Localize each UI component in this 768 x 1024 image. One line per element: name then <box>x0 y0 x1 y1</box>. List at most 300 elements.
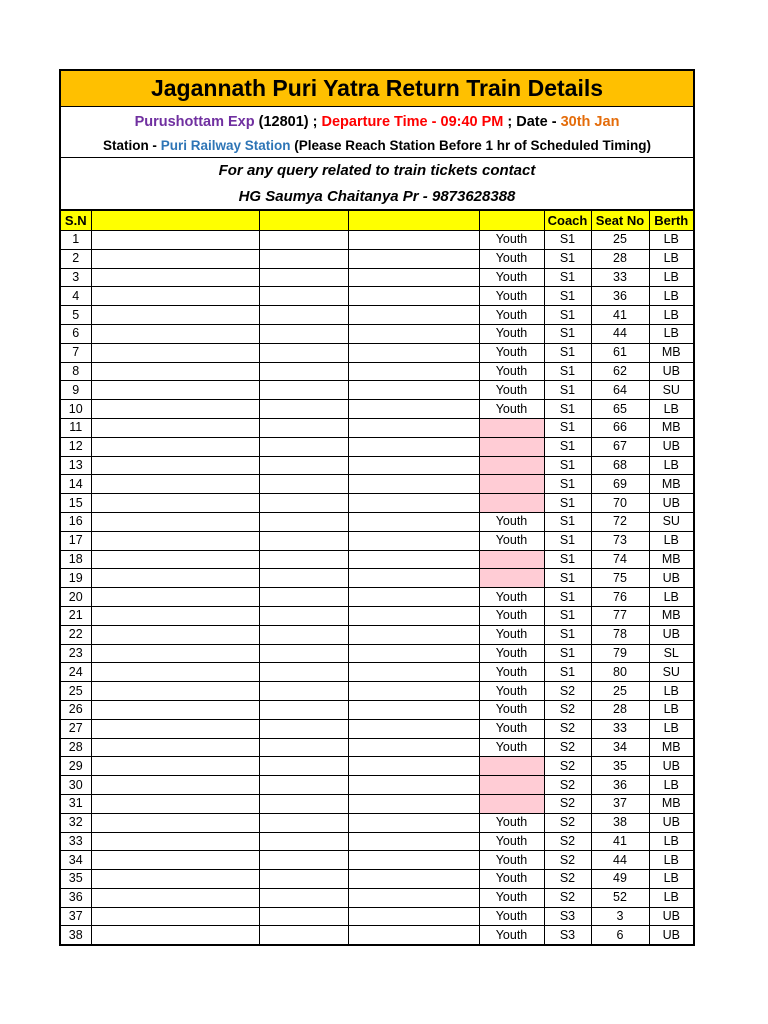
row-berth: LB <box>649 888 693 907</box>
row-blank-cell <box>348 700 479 719</box>
row-blank-cell <box>259 306 348 325</box>
table-row <box>61 851 693 870</box>
row-category: Youth <box>479 249 544 268</box>
train-number: (12801) ; <box>254 113 322 130</box>
table-row <box>61 343 693 362</box>
table-row <box>61 794 693 813</box>
row-berth: UB <box>649 625 693 644</box>
row-blank-cell <box>348 851 479 870</box>
row-sn: 29 <box>61 757 91 776</box>
date-label: Date - <box>516 113 561 130</box>
row-name-cell <box>91 926 259 944</box>
contact-line-2: HG Saumya Chaitanya Pr - 9873628388 <box>61 183 693 210</box>
row-berth: LB <box>649 851 693 870</box>
row-blank-cell <box>348 682 479 701</box>
row-category: Youth <box>479 700 544 719</box>
row-coach: S1 <box>544 268 591 287</box>
row-coach: S2 <box>544 813 591 832</box>
row-sn: 37 <box>61 907 91 926</box>
table-row <box>61 682 693 701</box>
table-row <box>61 418 693 437</box>
row-sn: 5 <box>61 306 91 325</box>
row-category: Youth <box>479 926 544 944</box>
row-sn: 35 <box>61 870 91 889</box>
row-berth: SU <box>649 381 693 400</box>
header-blank <box>348 211 479 231</box>
row-seat-no: 68 <box>591 456 649 475</box>
row-blank-cell <box>348 588 479 607</box>
row-sn: 14 <box>61 475 91 494</box>
header-blank <box>259 211 348 231</box>
row-berth: UB <box>649 569 693 588</box>
row-name-cell <box>91 400 259 419</box>
row-coach: S3 <box>544 907 591 926</box>
row-coach: S2 <box>544 719 591 738</box>
row-category: Youth <box>479 851 544 870</box>
row-seat-no: 44 <box>591 324 649 343</box>
row-berth: LB <box>649 700 693 719</box>
table-row <box>61 738 693 757</box>
table-row <box>61 813 693 832</box>
row-category: Youth <box>479 512 544 531</box>
row-berth: MB <box>649 794 693 813</box>
train-name: Purushottam Exp <box>134 113 255 130</box>
row-blank-cell <box>348 606 479 625</box>
row-seat-no: 80 <box>591 663 649 682</box>
row-blank-cell <box>259 776 348 795</box>
row-berth: SU <box>649 512 693 531</box>
row-sn: 27 <box>61 719 91 738</box>
row-berth: MB <box>649 550 693 569</box>
row-name-cell <box>91 531 259 550</box>
row-blank-cell <box>259 606 348 625</box>
row-berth: UB <box>649 494 693 513</box>
row-seat-no: 28 <box>591 700 649 719</box>
table-row <box>61 888 693 907</box>
row-seat-no: 41 <box>591 306 649 325</box>
row-name-cell <box>91 776 259 795</box>
seat-table <box>61 210 693 944</box>
row-blank-cell <box>259 231 348 250</box>
row-coach: S2 <box>544 851 591 870</box>
row-name-cell <box>91 437 259 456</box>
row-blank-cell <box>259 926 348 944</box>
row-blank-cell <box>348 625 479 644</box>
row-sn: 25 <box>61 682 91 701</box>
row-category: Youth <box>479 813 544 832</box>
row-blank-cell <box>348 550 479 569</box>
table-row <box>61 588 693 607</box>
row-category: Youth <box>479 738 544 757</box>
row-category: Youth <box>479 306 544 325</box>
row-seat-no: 3 <box>591 907 649 926</box>
row-blank-cell <box>259 400 348 419</box>
row-blank-cell <box>348 324 479 343</box>
row-name-cell <box>91 738 259 757</box>
table-row <box>61 832 693 851</box>
row-berth: MB <box>649 475 693 494</box>
row-blank-cell <box>259 249 348 268</box>
header-coach: Coach <box>544 211 591 231</box>
row-berth: UB <box>649 813 693 832</box>
row-category: Youth <box>479 888 544 907</box>
row-seat-no: 25 <box>591 231 649 250</box>
table-row <box>61 663 693 682</box>
row-berth: LB <box>649 531 693 550</box>
row-blank-cell <box>259 343 348 362</box>
row-name-cell <box>91 813 259 832</box>
row-seat-no: 36 <box>591 776 649 795</box>
row-seat-no: 33 <box>591 719 649 738</box>
row-seat-no: 74 <box>591 550 649 569</box>
row-blank-cell <box>259 719 348 738</box>
row-name-cell <box>91 794 259 813</box>
row-name-cell <box>91 907 259 926</box>
row-blank-cell <box>348 456 479 475</box>
row-category: Youth <box>479 400 544 419</box>
row-blank-cell <box>348 418 479 437</box>
table-row <box>61 606 693 625</box>
row-coach: S1 <box>544 381 591 400</box>
row-coach: S1 <box>544 663 591 682</box>
row-blank-cell <box>348 644 479 663</box>
row-name-cell <box>91 362 259 381</box>
row-category: Youth <box>479 719 544 738</box>
row-berth: UB <box>649 926 693 944</box>
row-berth: UB <box>649 437 693 456</box>
row-name-cell <box>91 231 259 250</box>
row-seat-no: 75 <box>591 569 649 588</box>
row-sn: 22 <box>61 625 91 644</box>
row-sn: 12 <box>61 437 91 456</box>
row-blank-cell <box>259 870 348 889</box>
row-coach: S1 <box>544 249 591 268</box>
row-berth: LB <box>649 306 693 325</box>
table-row <box>61 287 693 306</box>
row-blank-cell <box>259 268 348 287</box>
sheet-title: Jagannath Puri Yatra Return Train Details <box>61 71 693 107</box>
row-seat-no: 28 <box>591 249 649 268</box>
row-name-cell <box>91 287 259 306</box>
row-blank-cell <box>348 249 479 268</box>
row-blank-cell <box>348 381 479 400</box>
row-sn: 20 <box>61 588 91 607</box>
row-blank-cell <box>348 794 479 813</box>
row-berth: UB <box>649 362 693 381</box>
row-name-cell <box>91 663 259 682</box>
row-category: Youth <box>479 588 544 607</box>
table-row <box>61 700 693 719</box>
row-sn: 2 <box>61 249 91 268</box>
row-coach: S1 <box>544 569 591 588</box>
table-row <box>61 512 693 531</box>
station-value: Puri Railway Station <box>160 138 291 153</box>
row-category <box>479 475 544 494</box>
row-seat-no: 34 <box>591 738 649 757</box>
row-coach: S1 <box>544 418 591 437</box>
row-seat-no: 73 <box>591 531 649 550</box>
row-coach: S1 <box>544 606 591 625</box>
row-name-cell <box>91 343 259 362</box>
row-coach: S1 <box>544 531 591 550</box>
row-seat-no: 49 <box>591 870 649 889</box>
row-sn: 7 <box>61 343 91 362</box>
row-berth: LB <box>649 268 693 287</box>
row-blank-cell <box>348 926 479 944</box>
table-row <box>61 456 693 475</box>
table-row <box>61 550 693 569</box>
row-name-cell <box>91 512 259 531</box>
station-note: (Please Reach Station Before 1 hr of Scheduled Timing) <box>290 138 652 153</box>
row-blank-cell <box>348 663 479 682</box>
row-coach: S1 <box>544 287 591 306</box>
row-sn: 31 <box>61 794 91 813</box>
row-seat-no: 52 <box>591 888 649 907</box>
table-row <box>61 381 693 400</box>
row-sn: 18 <box>61 550 91 569</box>
row-category <box>479 794 544 813</box>
row-blank-cell <box>348 287 479 306</box>
row-blank-cell <box>348 776 479 795</box>
row-seat-no: 62 <box>591 362 649 381</box>
row-sn: 23 <box>61 644 91 663</box>
row-sn: 38 <box>61 926 91 944</box>
row-sn: 10 <box>61 400 91 419</box>
row-name-cell <box>91 625 259 644</box>
row-sn: 19 <box>61 569 91 588</box>
row-blank-cell <box>259 794 348 813</box>
table-row <box>61 400 693 419</box>
row-sn: 4 <box>61 287 91 306</box>
table-row <box>61 475 693 494</box>
table-row <box>61 268 693 287</box>
row-blank-cell <box>348 813 479 832</box>
separator: ; <box>503 113 517 130</box>
row-blank-cell <box>259 682 348 701</box>
row-coach: S1 <box>544 494 591 513</box>
row-berth: SU <box>649 663 693 682</box>
row-coach: S2 <box>544 757 591 776</box>
row-name-cell <box>91 418 259 437</box>
row-category <box>479 437 544 456</box>
table-row <box>61 907 693 926</box>
row-berth: MB <box>649 606 693 625</box>
table-row <box>61 776 693 795</box>
row-blank-cell <box>259 644 348 663</box>
row-blank-cell <box>348 832 479 851</box>
row-category <box>479 550 544 569</box>
row-name-cell <box>91 456 259 475</box>
row-category: Youth <box>479 832 544 851</box>
table-row <box>61 437 693 456</box>
row-sn: 6 <box>61 324 91 343</box>
row-name-cell <box>91 588 259 607</box>
row-name-cell <box>91 870 259 889</box>
row-berth: LB <box>649 324 693 343</box>
row-coach: S1 <box>544 512 591 531</box>
row-coach: S1 <box>544 437 591 456</box>
row-name-cell <box>91 700 259 719</box>
row-coach: S1 <box>544 588 591 607</box>
row-category: Youth <box>479 343 544 362</box>
row-coach: S2 <box>544 870 591 889</box>
row-seat-no: 69 <box>591 475 649 494</box>
table-row <box>61 757 693 776</box>
row-blank-cell <box>259 324 348 343</box>
train-details-sheet <box>59 69 695 946</box>
station-label: Station - <box>102 138 161 153</box>
row-seat-no: 70 <box>591 494 649 513</box>
row-seat-no: 25 <box>591 682 649 701</box>
row-blank-cell <box>259 550 348 569</box>
row-name-cell <box>91 550 259 569</box>
row-category <box>479 494 544 513</box>
row-name-cell <box>91 832 259 851</box>
table-header-row <box>61 211 693 231</box>
row-berth: MB <box>649 738 693 757</box>
row-seat-no: 78 <box>591 625 649 644</box>
row-category: Youth <box>479 531 544 550</box>
row-name-cell <box>91 268 259 287</box>
row-blank-cell <box>259 287 348 306</box>
row-seat-no: 37 <box>591 794 649 813</box>
table-row <box>61 926 693 944</box>
row-blank-cell <box>259 700 348 719</box>
table-row <box>61 870 693 889</box>
date-value: 30th Jan <box>560 113 620 130</box>
table-row <box>61 306 693 325</box>
row-berth: LB <box>649 456 693 475</box>
row-seat-no: 33 <box>591 268 649 287</box>
row-name-cell <box>91 757 259 776</box>
row-name-cell <box>91 306 259 325</box>
row-blank-cell <box>259 456 348 475</box>
row-blank-cell <box>259 907 348 926</box>
row-berth: LB <box>649 719 693 738</box>
row-category: Youth <box>479 362 544 381</box>
row-blank-cell <box>259 362 348 381</box>
row-sn: 9 <box>61 381 91 400</box>
row-seat-no: 36 <box>591 287 649 306</box>
row-coach: S1 <box>544 625 591 644</box>
row-seat-no: 41 <box>591 832 649 851</box>
row-blank-cell <box>348 531 479 550</box>
row-name-cell <box>91 719 259 738</box>
table-row <box>61 625 693 644</box>
row-coach: S3 <box>544 926 591 944</box>
table-row <box>61 644 693 663</box>
row-berth: LB <box>649 231 693 250</box>
row-sn: 33 <box>61 832 91 851</box>
row-sn: 32 <box>61 813 91 832</box>
row-sn: 1 <box>61 231 91 250</box>
row-blank-cell <box>348 268 479 287</box>
row-blank-cell <box>348 343 479 362</box>
row-berth: LB <box>649 870 693 889</box>
contact-line-1: For any query related to train tickets contact <box>218 162 536 179</box>
row-category <box>479 456 544 475</box>
row-sn: 26 <box>61 700 91 719</box>
row-blank-cell <box>259 663 348 682</box>
row-blank-cell <box>348 888 479 907</box>
row-blank-cell <box>259 381 348 400</box>
row-berth: LB <box>649 682 693 701</box>
departure-time: Departure Time - 09:40 PM <box>321 113 504 130</box>
row-berth: MB <box>649 343 693 362</box>
row-coach: S1 <box>544 550 591 569</box>
table-row <box>61 249 693 268</box>
row-blank-cell <box>259 888 348 907</box>
row-seat-no: 66 <box>591 418 649 437</box>
row-coach: S1 <box>544 475 591 494</box>
row-blank-cell <box>259 531 348 550</box>
row-sn: 15 <box>61 494 91 513</box>
row-berth: LB <box>649 832 693 851</box>
header-blank <box>479 211 544 231</box>
table-row <box>61 362 693 381</box>
row-blank-cell <box>259 851 348 870</box>
header-sn: S.N <box>61 211 91 231</box>
row-sn: 21 <box>61 606 91 625</box>
row-category: Youth <box>479 324 544 343</box>
row-blank-cell <box>348 512 479 531</box>
row-coach: S2 <box>544 738 591 757</box>
row-name-cell <box>91 249 259 268</box>
row-blank-cell <box>348 569 479 588</box>
row-blank-cell <box>348 362 479 381</box>
row-berth: LB <box>649 400 693 419</box>
row-category: Youth <box>479 268 544 287</box>
row-blank-cell <box>259 832 348 851</box>
row-blank-cell <box>259 512 348 531</box>
row-category: Youth <box>479 682 544 701</box>
row-sn: 30 <box>61 776 91 795</box>
row-name-cell <box>91 494 259 513</box>
row-name-cell <box>91 381 259 400</box>
row-coach: S1 <box>544 362 591 381</box>
row-seat-no: 64 <box>591 381 649 400</box>
row-sn: 28 <box>61 738 91 757</box>
header-seat-no: Seat No <box>591 211 649 231</box>
row-coach: S2 <box>544 700 591 719</box>
row-name-cell <box>91 569 259 588</box>
row-seat-no: 77 <box>591 606 649 625</box>
row-blank-cell <box>348 907 479 926</box>
row-blank-cell <box>348 757 479 776</box>
row-blank-cell <box>348 738 479 757</box>
row-sn: 17 <box>61 531 91 550</box>
row-seat-no: 65 <box>591 400 649 419</box>
row-seat-no: 76 <box>591 588 649 607</box>
row-category: Youth <box>479 644 544 663</box>
row-blank-cell <box>259 588 348 607</box>
row-sn: 8 <box>61 362 91 381</box>
row-seat-no: 61 <box>591 343 649 362</box>
row-category: Youth <box>479 663 544 682</box>
row-category: Youth <box>479 625 544 644</box>
table-row <box>61 324 693 343</box>
row-blank-cell <box>259 569 348 588</box>
row-category <box>479 418 544 437</box>
row-sn: 36 <box>61 888 91 907</box>
row-name-cell <box>91 644 259 663</box>
row-seat-no: 38 <box>591 813 649 832</box>
row-blank-cell <box>259 757 348 776</box>
row-sn: 24 <box>61 663 91 682</box>
row-coach: S2 <box>544 888 591 907</box>
row-category: Youth <box>479 381 544 400</box>
station-info-line <box>61 134 693 158</box>
